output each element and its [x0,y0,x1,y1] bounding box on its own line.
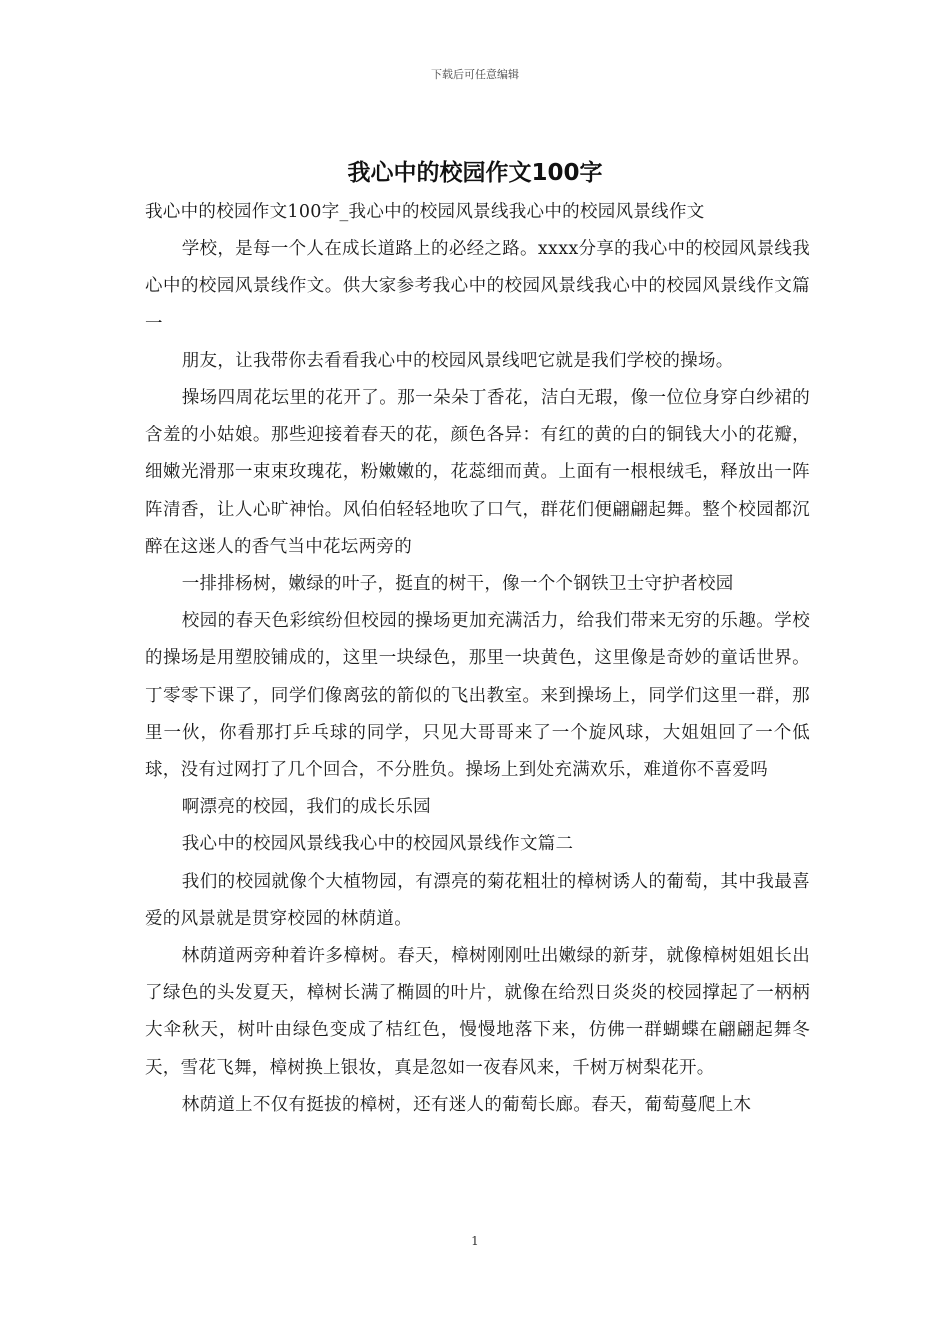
page-number: 1 [471,1234,479,1248]
section-heading-2: 我心中的校园风景线我心中的校园风景线作文篇二 [181,834,574,855]
document-body [145,194,810,1124]
paragraph-8: 我们的校园就像个大植物园，有漂亮的菊花粗壮的樟树诱人的葡萄，其中我最喜爱的风景就是贯穿校园的林荫道。 [145,871,810,929]
paragraph-3: 操场四周花坛里的花开了。那一朵朵丁香花，洁白无瑕，像一位位身穿白纱裙的含羞的小姑娘。那些迎接着春天的花，颜色各异：有红的黄的白的铜钱大小的花瓣，细嫩光滑那一束束玫瑰花，粉嫩嫩的，花蕊细而黄。上面有一根根绒毛，释放出一阵阵清香，让人心旷神怡。风伯伯轻轻地吹了口气，群花们便翩翩起舞。整个校园都沉醉在这迷人的香气当中花坛两旁的 [145,388,810,557]
paragraph-2: 朋友，让我带你去看看我心中的校园风景线吧它就是我们学校的操场。 [181,350,734,371]
paragraph-9: 林荫道两旁种着许多樟树。春天，樟树刚刚吐出嫩绿的新芽，就像樟树姐姐长出了绿色的头发夏天，樟树长满了椭圆的叶片，就像在给烈日炎炎的校园撑起了一柄柄大伞秋天，树叶由绿色变成了桔红色，慢慢地落下来，仿佛一群蝴蝶在翩翩起舞冬天，雪花飞舞，樟树换上银妆，真是忽如一夜春风来，千树万树梨花开。 [145,946,810,1078]
header-note: 下载后可任意编辑 [431,68,519,81]
paragraph-1: 学校，是每一个人在成长道路上的必经之路。xxxx分享的我心中的校园风景线我心中的校园风景线作文。供大家参考我心中的校园风景线我心中的校园风景线作文篇一 [145,239,810,334]
document-title: 我心中的校园作文100字 [347,160,603,186]
paragraph-10: 林荫道上不仅有挺拔的樟树，还有迷人的葡萄长廊。春天，葡萄蔓爬上木 [181,1094,752,1115]
paragraph-4: 一排排杨树，嫩绿的叶子，挺直的树干，像一个个钢铁卫士守护者校园 [181,574,734,595]
document-subtitle: 我心中的校园作文100字_我心中的校园风景线我心中的校园风景线作文 [145,202,705,222]
paragraph-6: 啊漂亮的校园，我们的成长乐园 [181,797,431,818]
paragraph-5: 校园的春天色彩缤纷但校园的操场更加充满活力，给我们带来无穷的乐趣。学校的操场是用塑胶铺成的，这里一块绿色，那里一块黄色，这里像是奇妙的童话世界。丁零零下课了，同学们像离弦的箭似的飞出教室。来到操场上，同学们这里一群，那里一伙，你看那打乒乓球的同学，只见大哥哥来了一个旋风球，大姐姐回了一个低球，没有过网打了几个回合，不分胜负。操场上到处充满欢乐，难道你不喜爱吗 [145,611,810,781]
